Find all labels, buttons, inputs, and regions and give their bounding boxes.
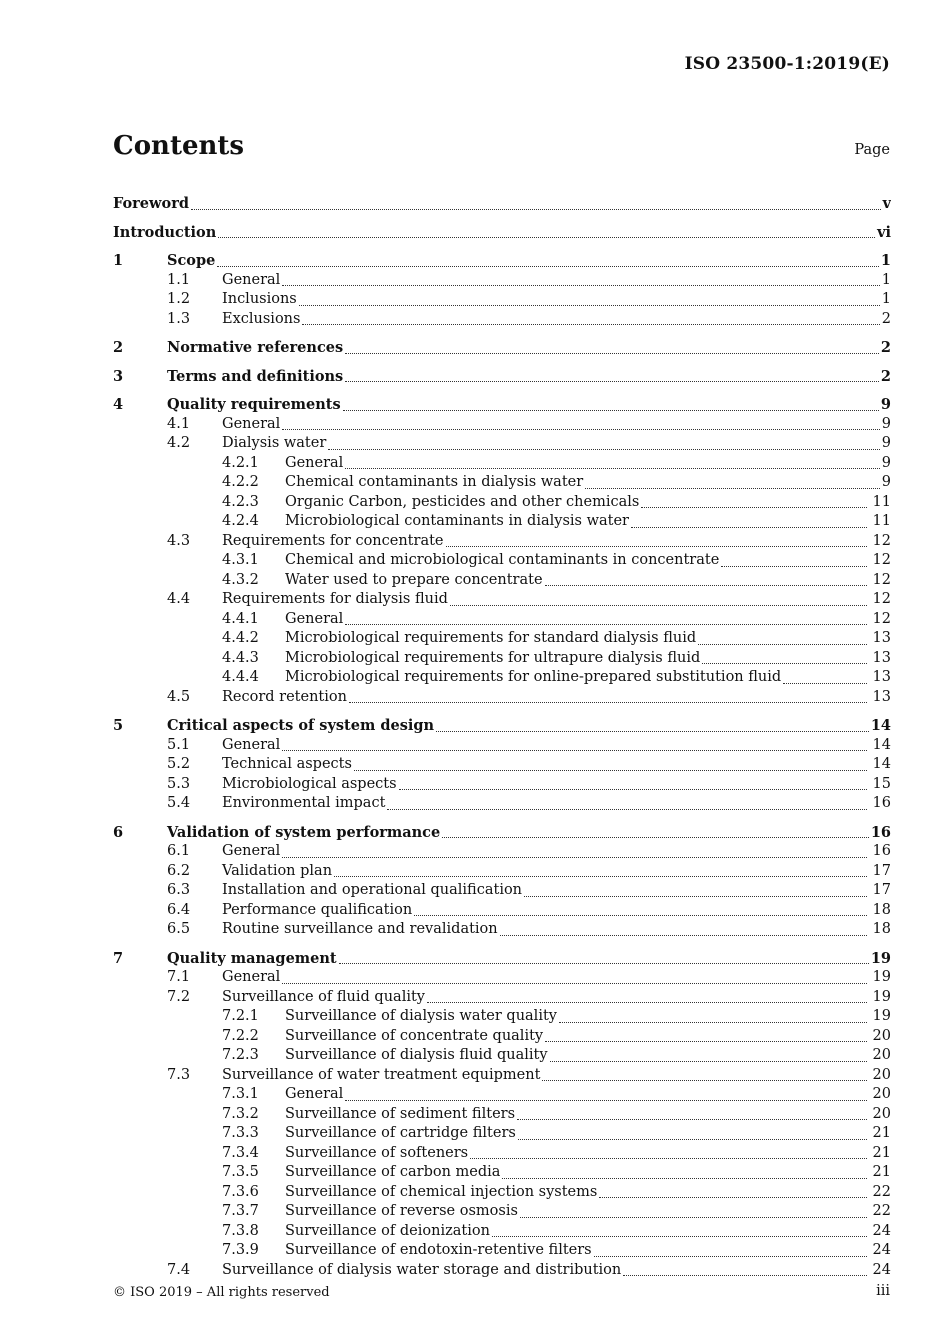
toc-entry[interactable] [113,688,891,708]
toc-entry-title: Normative references [167,339,344,356]
toc-entry-number: 4 [113,396,124,413]
toc-entry[interactable] [113,862,891,882]
toc-entry[interactable] [113,473,891,493]
dot-leader [631,526,867,528]
dot-leader [492,1235,867,1237]
toc-entry[interactable] [113,1027,891,1047]
dot-leader [702,662,867,664]
toc-entry-page: 14 [872,756,891,772]
toc-entry-title: Validation plan [222,862,333,879]
toc-entry-number: 7.3.7 [222,1203,259,1219]
toc-entry[interactable] [113,1183,891,1203]
toc-entry-page: 22 [872,1203,891,1219]
toc-entry-page: 20 [872,1027,891,1044]
toc-entry-page: 2 [880,367,891,385]
dot-leader [698,643,867,645]
toc-entry-number: 7.3.3 [222,1125,259,1141]
toc-entry-number: 7.2.3 [222,1047,259,1063]
toc-entry-number: 4.3.1 [222,552,259,568]
toc-entry-title: Microbiological contaminants in dialysis water [285,513,629,529]
toc-entry-number: 4.5 [167,688,191,705]
toc-entry[interactable] [113,901,891,921]
toc-entry-page: 19 [872,1008,891,1024]
toc-entry-number: 7.2 [167,988,191,1005]
toc-entry-title: Quality management [167,949,337,967]
toc-entry-number: 7.3.1 [222,1086,259,1102]
toc-entry-page: 13 [872,649,891,666]
toc-entry-page: 9 [881,415,891,432]
toc-entry-number: 6.1 [167,843,191,859]
toc-entry-page: 12 [872,610,891,627]
toc-entry-title: Microbiological requirements for ultrapure dialysis fluid [285,649,701,666]
toc-entry[interactable] [113,571,891,591]
toc-entry-title: Surveillance of dialysis water storage and distribution [222,1261,622,1278]
toc-entry[interactable] [113,736,891,756]
toc-entry-title: Installation and operational qualification [222,882,523,898]
toc-entry[interactable] [113,1066,891,1086]
toc-entry-title: Surveillance of deionization [285,1222,490,1239]
toc-entry-number: 7.2.2 [222,1027,259,1044]
toc-entry-number: 6.2 [167,862,191,879]
dot-leader [345,467,879,469]
toc-entry-number: 1.2 [167,291,191,307]
toc-entry-number: 6.5 [167,921,191,937]
toc-entry[interactable] [113,532,891,552]
toc-entry[interactable] [113,329,891,358]
toc-entry[interactable] [113,920,891,940]
dot-leader [345,352,879,354]
copyright-notice: © ISO 2019 – All rights reserved [113,1285,330,1300]
toc-entry[interactable] [113,310,891,330]
toc-entry-page: 9 [881,474,891,490]
toc-entry-number: 7.3.4 [222,1144,259,1161]
dot-leader [721,565,867,567]
toc-entry-number: 4.2.1 [222,454,259,471]
toc-entry[interactable] [113,1007,891,1027]
toc-entry-title: Record retention [222,688,347,705]
toc-entry[interactable] [113,214,891,243]
toc-entry-title: Chemical contaminants in dialysis water [285,474,584,490]
dot-leader [545,584,867,586]
toc-entry-number: 2 [113,339,124,356]
toc-entry-title: Validation of system performance [167,823,441,841]
toc-entry-page: 22 [872,1183,891,1200]
toc-entry-title: General [285,610,344,627]
toc-entry[interactable] [113,988,891,1008]
toc-entry-title: Inclusions [222,291,297,307]
toc-entry-number: 4.4.4 [222,669,259,685]
toc-entry[interactable] [113,968,891,988]
toc-entry[interactable] [113,1046,891,1066]
toc-entry-title: Surveillance of cartridge filters [285,1125,516,1141]
toc-entry-title: Critical aspects of system design [167,717,435,734]
toc-entry[interactable] [113,629,891,649]
dot-leader [446,545,868,547]
toc-entry-title: General [222,415,281,432]
toc-entry[interactable] [113,775,891,795]
toc-entry-number: 7.2.1 [222,1008,259,1024]
dot-leader [349,701,867,703]
toc-entry-number: 4.1 [167,415,191,432]
toc-entry-page: 12 [872,571,891,588]
toc-entry[interactable] [113,185,891,214]
toc-entry-title: General [222,736,281,753]
toc-entry-page: 24 [872,1242,891,1258]
toc-entry[interactable] [113,881,891,901]
toc-entry[interactable] [113,940,891,969]
toc-entry-title: Surveillance of fluid quality [222,988,425,1005]
toc-entry-page: 21 [872,1164,891,1180]
toc-entry-number: 4.3 [167,532,191,549]
dot-leader [436,730,869,732]
toc-entry-page: 11 [872,513,891,529]
toc-entry-number: 1 [113,252,124,269]
dot-leader [623,1274,867,1276]
toc-entry-number: 4.4 [167,591,191,607]
toc-entry-page: 19 [872,988,891,1005]
toc-entry-number: 7.3.9 [222,1242,259,1258]
toc-entry[interactable] [113,1105,891,1125]
dot-leader [354,769,867,771]
dot-leader [217,265,879,267]
dot-leader [594,1255,867,1257]
toc-entry-number: 5.2 [167,756,191,772]
toc-entry-title: Quality requirements [167,396,341,413]
toc-entry-page: 13 [872,630,891,646]
dot-leader [470,1157,867,1159]
toc-entry-page: 1 [881,271,891,288]
dot-leader [282,284,879,286]
toc-entry-title: General [285,454,344,471]
toc-entry-title: Surveillance of carbon media [285,1164,501,1180]
toc-entry[interactable] [113,512,891,532]
toc-entry[interactable] [113,1124,891,1144]
toc-entry[interactable] [113,1163,891,1183]
dot-leader [345,1099,867,1101]
dot-leader [414,914,867,916]
dot-leader [299,304,880,306]
toc-entry[interactable] [113,271,891,291]
toc-entry-title: Foreword [113,195,189,212]
page-title: Contents [113,131,245,161]
toc-entry[interactable] [113,434,891,454]
toc-entry-title: Surveillance of sediment filters [285,1105,516,1122]
toc-entry-number: 7 [113,949,124,967]
dot-leader [282,856,867,858]
toc-entry-title: Surveillance of water treatment equipment [222,1066,541,1083]
toc-entry-number: 4.4.1 [222,610,259,627]
toc-entry-page: 9 [881,435,891,451]
toc-entry-page: 19 [870,949,891,967]
toc-entry-number: 7.3.8 [222,1222,259,1239]
dot-leader [191,208,881,210]
toc-entry[interactable] [113,707,891,736]
dot-leader [343,409,879,411]
toc-entry-title: Technical aspects [222,756,352,772]
dot-leader [328,448,880,450]
toc-entry-number: 7.4 [167,1261,191,1278]
page-number: iii [876,1283,890,1299]
dot-leader [518,1138,867,1140]
toc-entry-title: Surveillance of chemical injection systems [285,1183,598,1200]
dot-leader [783,682,867,684]
toc-entry-page: vi [877,223,891,241]
toc-entry-number: 6 [113,823,124,841]
toc-entry-title: General [222,843,281,859]
toc-entry-page: 2 [881,310,891,327]
toc-entry-title: Surveillance of concentrate quality [285,1027,544,1044]
toc-entry-title: Exclusions [222,310,301,327]
toc-entry-number: 1.3 [167,310,191,327]
dot-leader [545,1040,867,1042]
dot-leader [559,1021,867,1023]
toc-entry-number: 4.4.2 [222,630,259,646]
toc-entry[interactable] [113,668,891,688]
toc-entry[interactable] [113,1261,891,1281]
toc-entry-title: Organic Carbon, pesticides and other chemicals [285,493,640,510]
toc-entry[interactable] [113,1202,891,1222]
toc-entry-page: 16 [872,843,891,859]
toc-entry-page: 12 [872,591,891,607]
toc-entry-title: Routine surveillance and revalidation [222,921,498,937]
dot-leader [542,1079,867,1081]
toc-entry-page: 20 [872,1105,891,1122]
toc-entry[interactable] [113,610,891,630]
toc-entry[interactable] [113,1085,891,1105]
toc-entry-page: 24 [872,1222,891,1239]
toc-entry-page: 16 [872,795,891,811]
toc-entry-number: 4.2 [167,435,191,451]
toc-entry-page: 24 [872,1261,891,1278]
toc-entry-page: 19 [872,969,891,985]
toc-entry-page: 12 [872,532,891,549]
toc-entry-title: General [222,271,281,288]
toc-entry-title: General [222,969,281,985]
toc-entry[interactable] [113,386,891,415]
toc-entry-page: 11 [872,493,891,510]
toc-entry-page: 16 [870,823,891,841]
toc-entry-number: 5 [113,717,124,734]
toc-entry-title: Water used to prepare concentrate [285,571,543,588]
toc-entry-page: 18 [872,921,891,937]
toc-entry-number: 7.3.6 [222,1183,259,1200]
toc-entry-page: 13 [872,669,891,685]
toc-entry[interactable] [113,1222,891,1242]
toc-entry-page: 1 [881,291,891,307]
toc-entry-page: v [882,195,891,212]
dot-leader [302,323,879,325]
toc-entry-title: Surveillance of dialysis fluid quality [285,1047,548,1063]
toc-entry-number: 7.1 [167,969,191,985]
toc-entry[interactable] [113,242,891,271]
dot-leader [282,428,879,430]
toc-entry[interactable] [113,454,891,474]
dot-leader [641,506,867,508]
table-of-contents [113,185,891,1280]
toc-entry-title: Surveillance of dialysis water quality [285,1008,557,1024]
toc-entry-number: 4.2.2 [222,474,259,490]
toc-entry[interactable] [113,649,891,669]
toc-entry[interactable] [113,814,891,843]
toc-entry-title: Scope [167,252,216,269]
toc-entry-number: 4.2.3 [222,493,259,510]
toc-entry[interactable] [113,1241,891,1261]
dot-leader [517,1118,867,1120]
toc-entry-number: 7.3.2 [222,1105,259,1122]
toc-entry[interactable] [113,842,891,862]
dot-leader [500,934,867,936]
dot-leader [282,749,867,751]
toc-entry-number: 4.3.2 [222,571,259,588]
toc-entry-page: 14 [870,717,891,734]
toc-entry-title: Performance qualification [222,901,413,918]
dot-leader [345,623,867,625]
document-id: ISO 23500-1:2019(E) [684,54,890,74]
dot-leader [550,1060,867,1062]
dot-leader [585,487,880,489]
toc-entry-number: 7.3 [167,1066,191,1083]
toc-entry-number: 6.4 [167,901,191,918]
toc-entry-page: 9 [880,396,891,413]
dot-leader [218,236,875,238]
toc-entry-page: 21 [872,1144,891,1161]
toc-entry-title: Chemical and microbiological contaminants in concentrate [285,552,720,568]
toc-entry[interactable] [113,755,891,775]
toc-entry-title: Surveillance of softeners [285,1144,469,1161]
toc-entry-page: 20 [872,1086,891,1102]
dot-leader [502,1177,867,1179]
dot-leader [334,875,867,877]
toc-entry-number: 1.1 [167,271,191,288]
dot-leader [282,982,867,984]
toc-entry-number: 5.1 [167,736,191,753]
toc-entry-title: Environmental impact [222,795,386,811]
dot-leader [520,1216,867,1218]
toc-entry-title: Surveillance of endotoxin-retentive filters [285,1242,592,1258]
toc-entry-title: Microbiological requirements for online-prepared substitution fluid [285,669,782,685]
toc-entry-page: 21 [872,1125,891,1141]
toc-entry[interactable] [113,1144,891,1164]
toc-entry-number: 6.3 [167,882,191,898]
toc-entry[interactable] [113,415,891,435]
toc-entry-page: 14 [872,736,891,753]
toc-entry-title: Microbiological aspects [222,775,397,792]
toc-entry[interactable] [113,590,891,610]
toc-entry-title: Dialysis water [222,435,327,451]
toc-entry-title: Requirements for concentrate [222,532,444,549]
dot-leader [387,808,867,810]
toc-entry-page: 2 [880,339,891,356]
toc-entry-page: 17 [872,862,891,879]
dot-leader [450,604,867,606]
page-column-label: Page [854,142,890,158]
toc-entry-number: 4.4.3 [222,649,259,666]
toc-entry[interactable] [113,551,891,571]
toc-entry[interactable] [113,794,891,814]
toc-entry-title: Microbiological requirements for standard dialysis fluid [285,630,697,646]
toc-entry-title: General [285,1086,344,1102]
toc-entry-page: 20 [872,1047,891,1063]
toc-entry-page: 15 [872,775,891,792]
toc-entry-number: 7.3.5 [222,1164,259,1180]
toc-entry[interactable] [113,290,891,310]
toc-entry-page: 18 [872,901,891,918]
dot-leader [599,1196,867,1198]
dot-leader [442,836,869,838]
toc-entry-page: 13 [872,688,891,705]
dot-leader [339,962,869,964]
toc-entry-title: Surveillance of reverse osmosis [285,1203,518,1219]
toc-entry-title: Terms and definitions [167,367,344,385]
dot-leader [524,895,867,897]
toc-entry-page: 17 [872,882,891,898]
toc-entry-number: 4.2.4 [222,513,259,529]
toc-entry[interactable] [113,493,891,513]
toc-entry-title: Introduction [113,223,217,241]
dot-leader [399,788,867,790]
toc-entry-number: 5.3 [167,775,191,792]
toc-entry-page: 12 [872,552,891,568]
toc-entry-number: 3 [113,367,124,385]
toc-entry-page: 1 [880,252,891,269]
dot-leader [345,380,879,382]
dot-leader [427,1001,867,1003]
toc-entry[interactable] [113,358,891,387]
toc-entry-title: Requirements for dialysis fluid [222,591,448,607]
toc-entry-number: 5.4 [167,795,191,811]
toc-entry-page: 9 [881,454,891,471]
toc-entry-page: 20 [872,1066,891,1083]
